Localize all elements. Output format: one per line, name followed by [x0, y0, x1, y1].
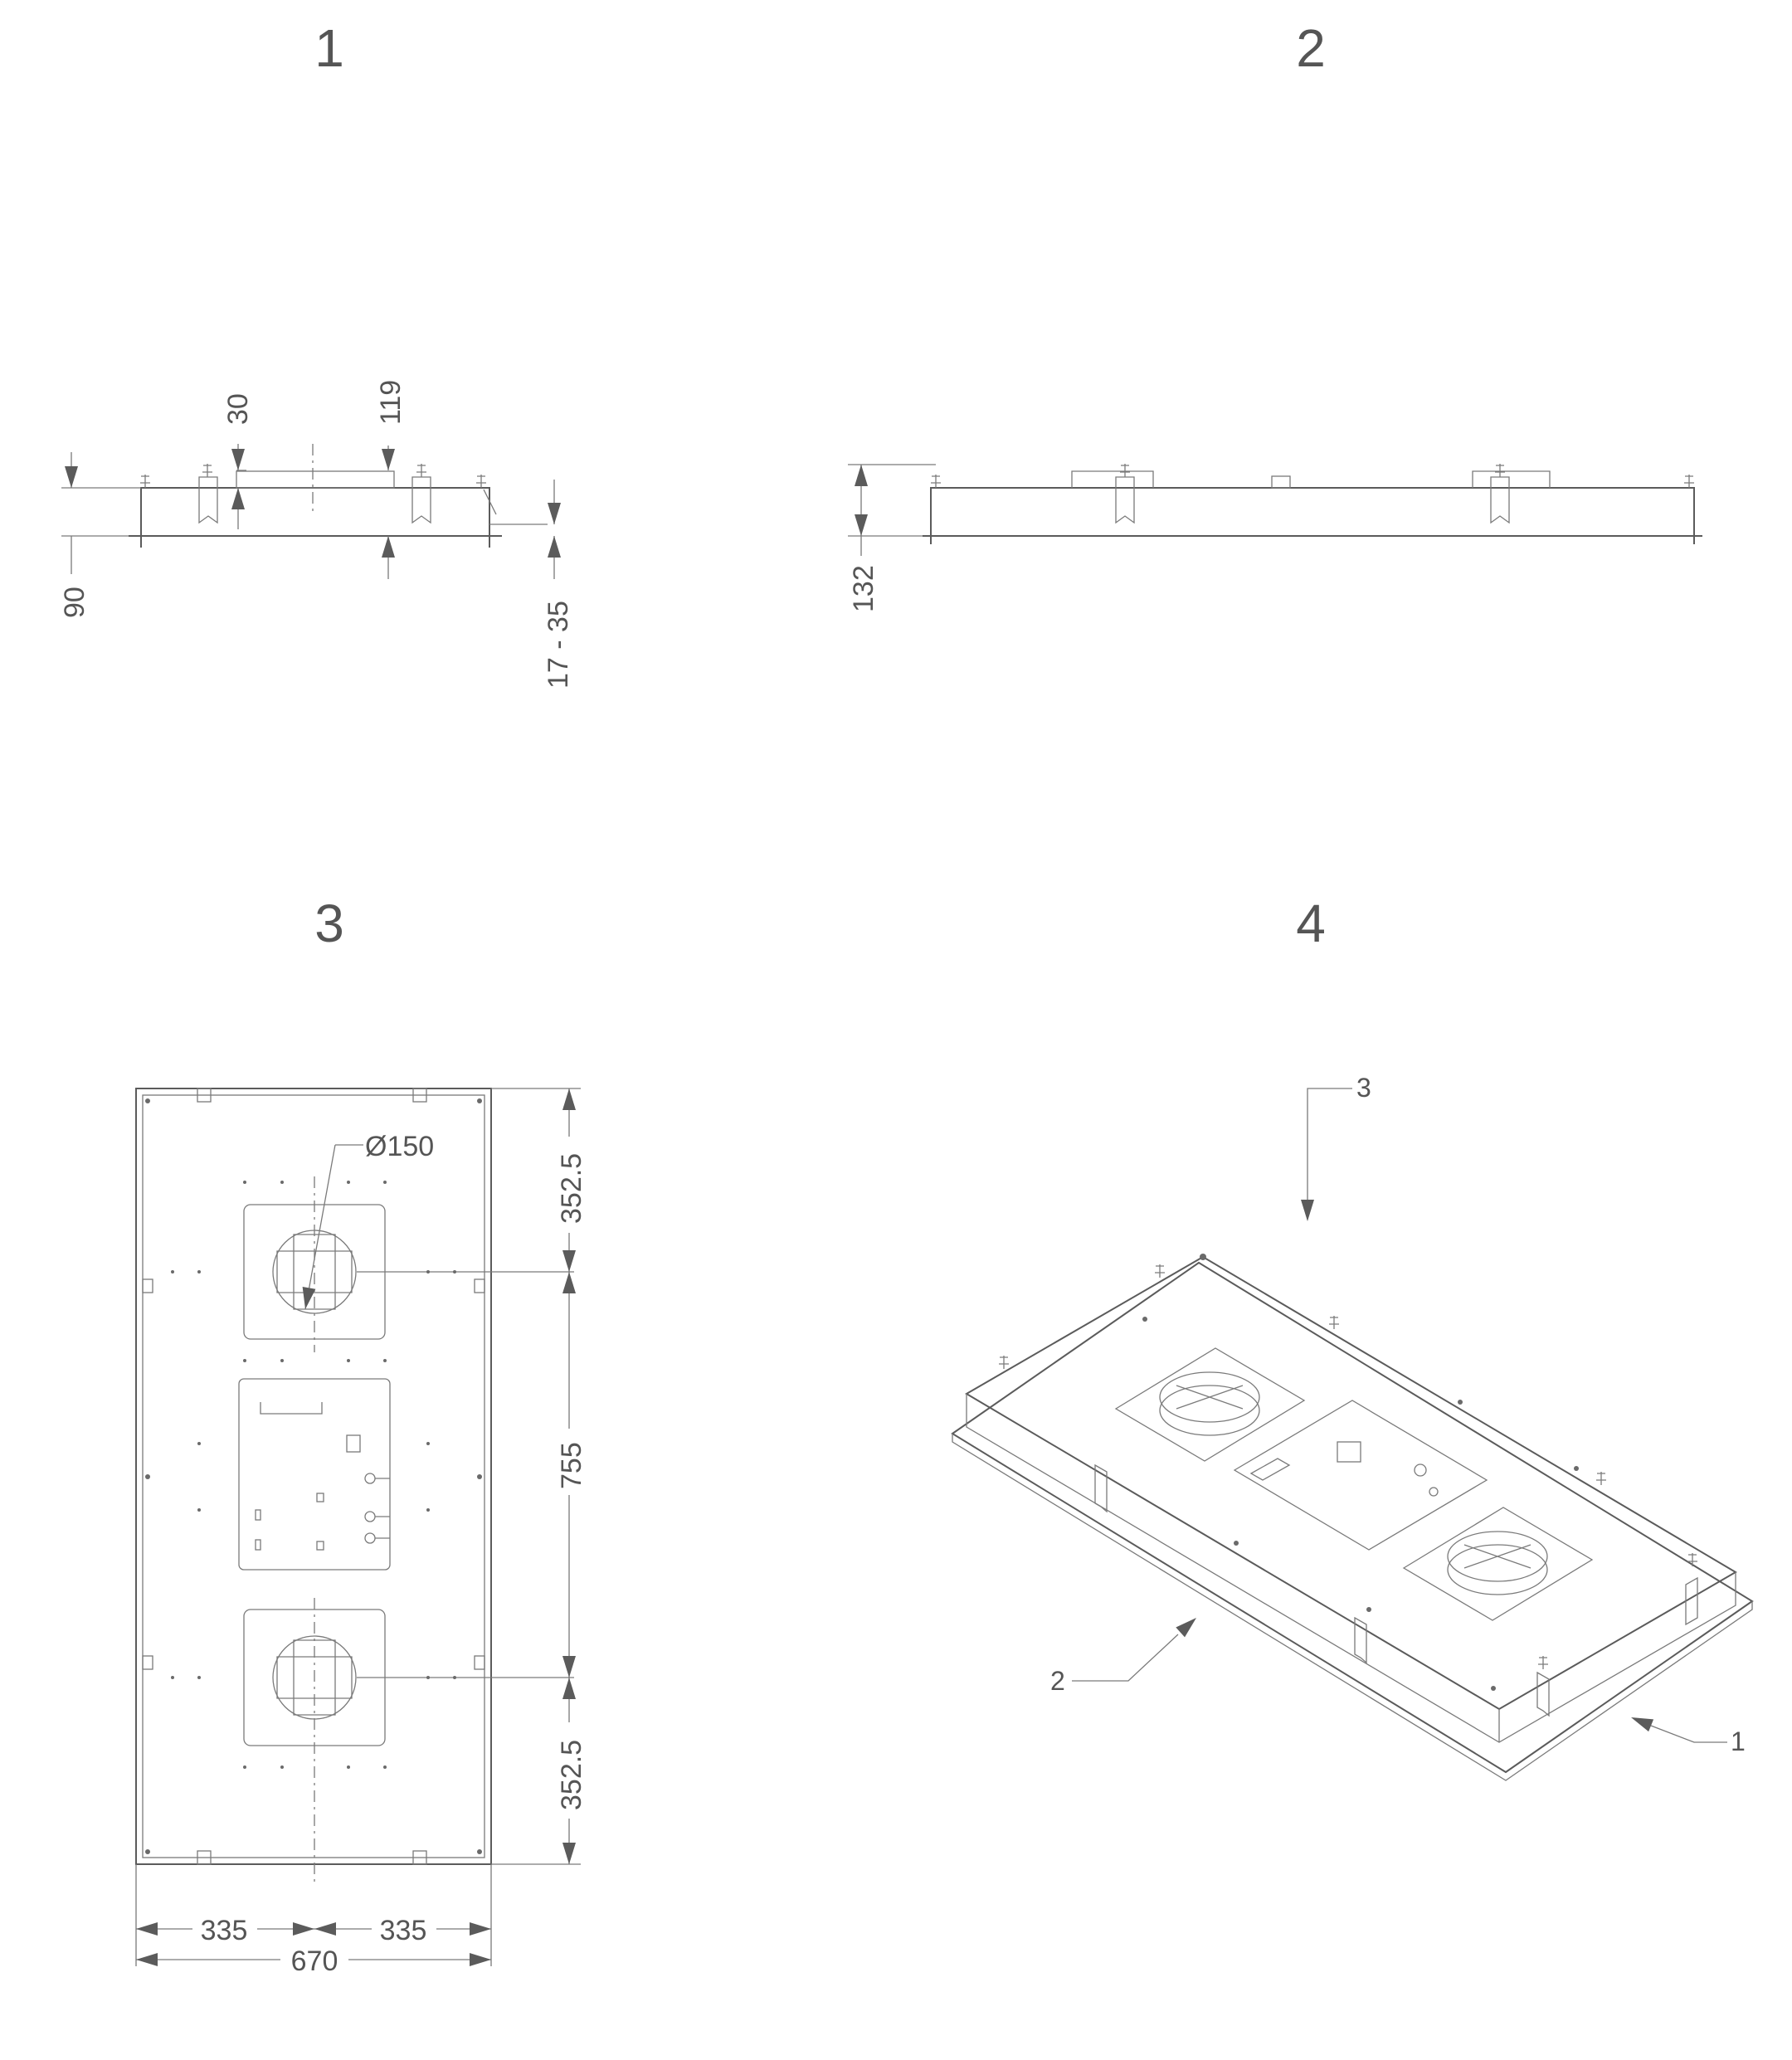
- dim-132: 132: [848, 565, 879, 612]
- view-2-front-elevation: [923, 464, 1702, 544]
- lower-spigot-plate: [244, 1598, 574, 1883]
- dim-90: 90: [59, 587, 90, 618]
- view-2-number: 2: [1296, 18, 1326, 78]
- view-3-top-plan: [136, 1088, 574, 1883]
- view-4: [952, 894, 1752, 1780]
- view-3: [136, 894, 587, 1977]
- dim-755: 755: [556, 1442, 587, 1489]
- view-3-number: 3: [314, 894, 344, 953]
- dim-119: 119: [375, 379, 407, 425]
- view-4-isometric: [952, 1254, 1752, 1780]
- dim-17-35: 17 - 35: [543, 601, 574, 689]
- view-4-number: 4: [1296, 894, 1326, 953]
- dim-352-5-bottom: 352.5: [556, 1739, 587, 1810]
- dim-335-right: 335: [379, 1915, 427, 1946]
- upper-spigot-plate: [244, 1176, 574, 1352]
- dim-30: 30: [222, 393, 254, 425]
- callout-2: 2: [1050, 1666, 1065, 1696]
- controller-plate: [239, 1379, 390, 1570]
- callout-1: 1: [1731, 1726, 1746, 1756]
- dim-335-left: 335: [200, 1915, 248, 1946]
- fixing-holes: [145, 1098, 482, 1854]
- view-2: [848, 18, 1702, 612]
- dim-diameter-150: Ø150: [365, 1131, 435, 1162]
- view-1-side-elevation: [129, 444, 548, 548]
- dim-352-5-top: 352.5: [556, 1152, 587, 1224]
- dim-670: 670: [290, 1946, 338, 1977]
- callout-3: 3: [1356, 1073, 1371, 1103]
- view-1: [59, 18, 574, 689]
- view-1-number: 1: [314, 18, 344, 78]
